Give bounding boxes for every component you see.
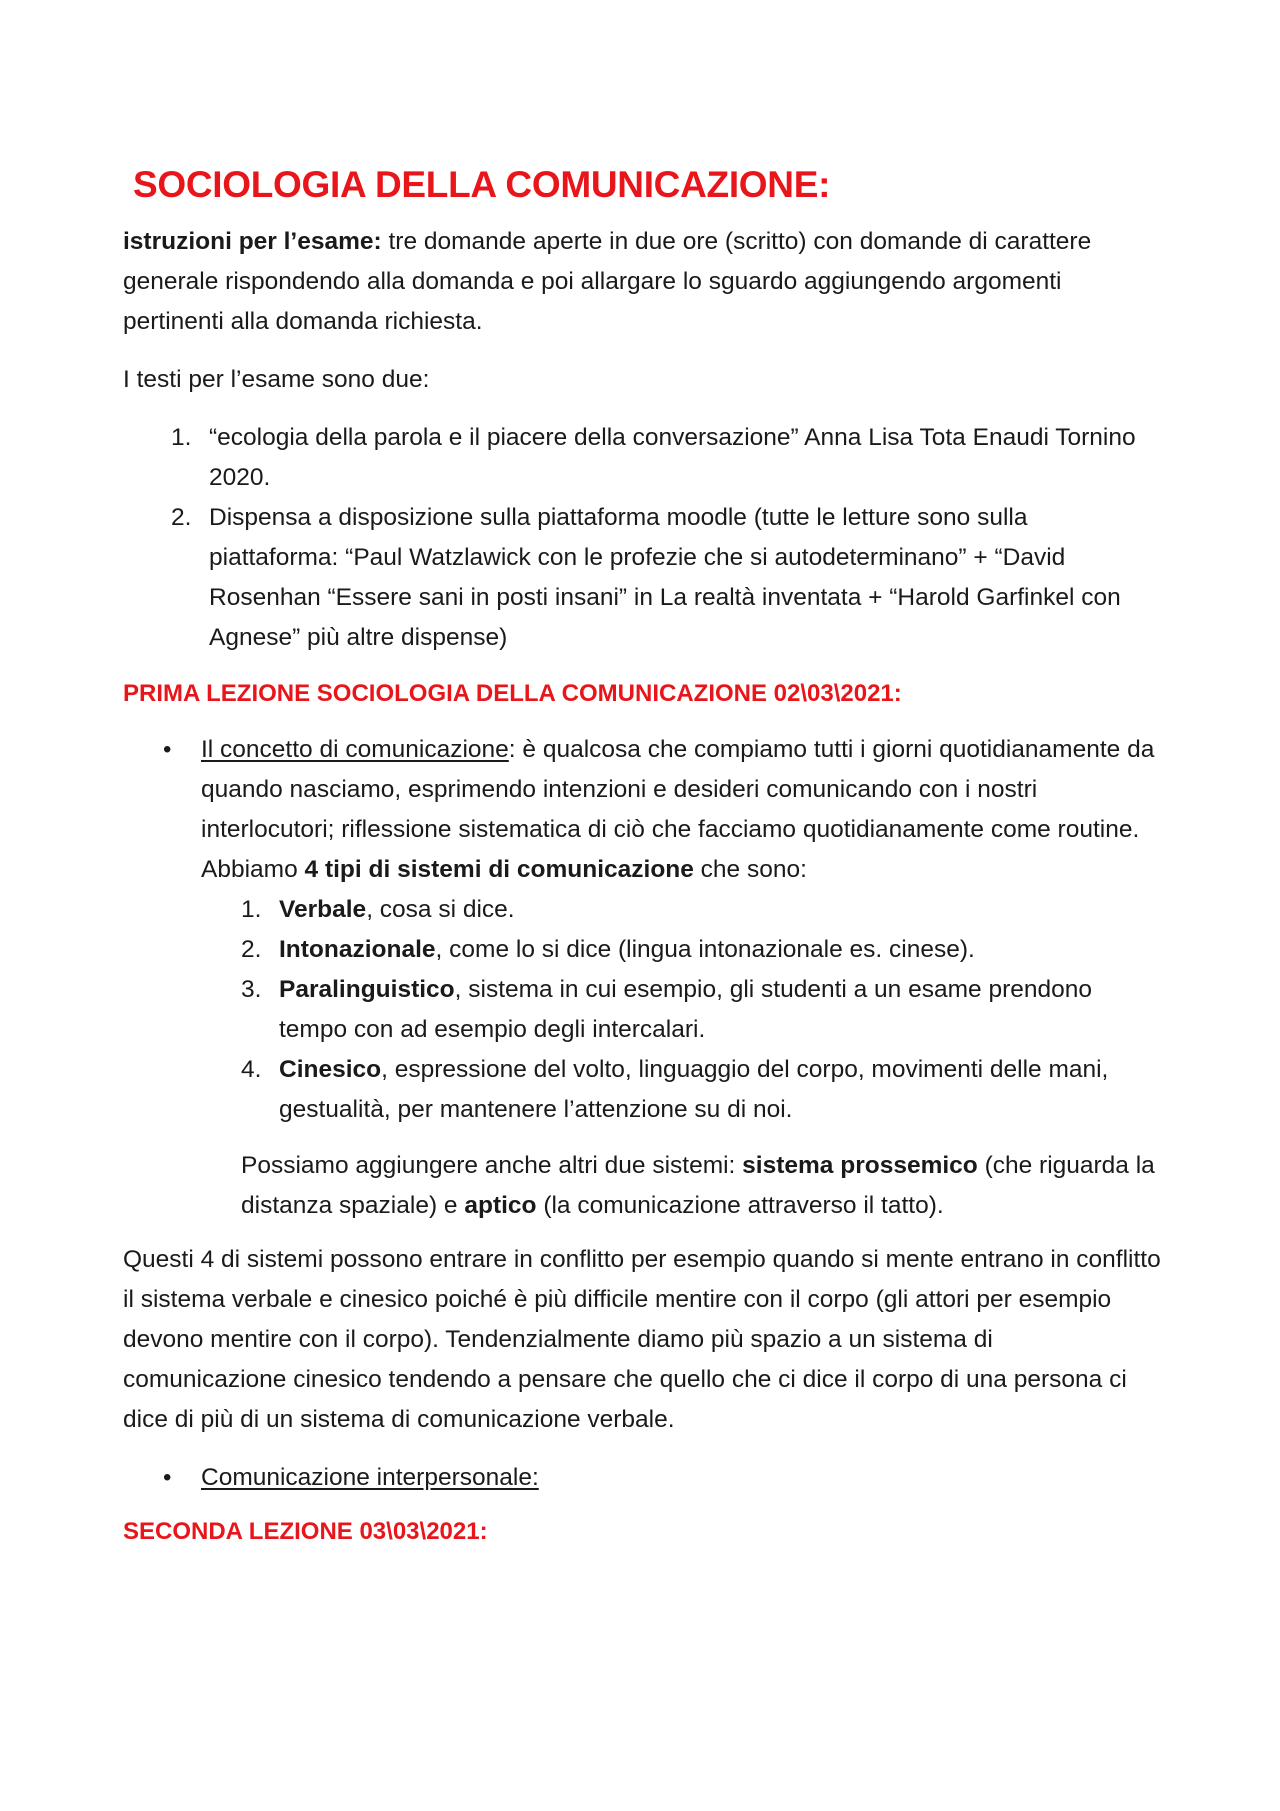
- list-number: 2.: [241, 936, 262, 963]
- list-number: 1.: [171, 424, 192, 451]
- texts-list: [123, 418, 1163, 658]
- concept-label: Il concetto di comunicazione: [201, 736, 509, 763]
- system-desc: , sistema in cui esempio, gli studenti a un esame prendono tempo con ad esempio degli intercalari.: [279, 976, 1092, 1043]
- systems-intro-pre: Abbiamo: [201, 856, 305, 883]
- system-desc: , come lo si dice (lingua intonazionale es. cinese).: [435, 936, 975, 963]
- list-item: [123, 418, 1163, 498]
- list-number: 4.: [241, 1056, 262, 1083]
- lesson2-heading: SECONDA LEZIONE 03\03\2021:: [123, 1518, 488, 1545]
- document-title: SOCIOLOGIA DELLA COMUNICAZIONE:: [133, 164, 831, 205]
- exam-instructions-paragraph: [123, 222, 1163, 342]
- interpersonal-bullet-list: [123, 1458, 1163, 1498]
- exam-instructions-text: tre domande aperte in due ore (scritto) con domande di carattere generale rispondendo alla domanda e poi allargare lo sguardo aggiungendo argomenti pertinenti alla domanda richiesta.: [123, 228, 1092, 335]
- interpersonal-label: Comunicazione interpersonale:: [201, 1464, 539, 1491]
- interpersonal-bullet-item: [123, 1458, 1163, 1498]
- lesson1-bullet-list: [123, 730, 1163, 1226]
- lesson1-heading: PRIMA LEZIONE SOCIOLOGIA DELLA COMUNICAZIONE 02\03\2021:: [123, 680, 902, 707]
- list-item-text: Dispensa a disposizione sulla piattaforma moodle (tutte le letture sono sulla piattaforma: “Paul Watzlawick con le profezie che si autodeterminano” + “David Rosenhan “Essere sani in posti insani” in La realtà inventata + “Harold Garfinkel con Agnese” più altre dispense): [209, 504, 1121, 651]
- list-number: 2.: [171, 504, 192, 531]
- extra-mid: (che riguarda la distanza spaziale) e: [241, 1152, 1155, 1219]
- systems-intro: [201, 850, 1163, 890]
- system-name: Intonazionale: [279, 936, 436, 963]
- list-number: 1.: [241, 896, 262, 923]
- list-item-text: “ecologia della parola e il piacere della conversazione” Anna Lisa Tota Enaudi Tornino 2020.: [209, 424, 1136, 491]
- list-item: [201, 1050, 1163, 1130]
- list-item: [201, 890, 1163, 930]
- extra-systems-paragraph: [201, 1146, 1163, 1226]
- concept-bullet-item: [123, 730, 1163, 1226]
- concept-paragraph: [201, 736, 1154, 843]
- systems-intro-post: che sono:: [693, 856, 807, 883]
- systems-intro-bold: 4 tipi di sistemi di comunicazione: [304, 856, 694, 883]
- systems-list: [201, 890, 1163, 1130]
- system-name: Paralinguistico: [279, 976, 455, 1003]
- system-name: Verbale: [279, 896, 367, 923]
- list-number: 3.: [241, 976, 262, 1003]
- system-name: Cinesico: [279, 1056, 382, 1083]
- list-item: [201, 930, 1163, 970]
- conflict-paragraph: Questi 4 di sistemi possono entrare in conflitto per esempio quando si mente entrano in conflitto il sistema verbale e cinesico poiché è più difficile mentire con il corpo (gli attori per esempio devono mentire con il corpo). Tendenzialmente diamo più spazio a un sistema di comunicazione cinesico tendendo a pensare che quello che ci dice il corpo di una persona ci dice di più di un sistema di comunicazione verbale.: [123, 1246, 1161, 1433]
- list-item: [201, 970, 1163, 1050]
- bullet-icon: •: [163, 736, 172, 763]
- system-desc: , cosa si dice.: [366, 896, 515, 923]
- concept-text: : è qualcosa che compiamo tutti i giorni quotidianamente da quando nasciamo, esprimendo intenzioni e desideri comunicando con i nostri interlocutori; riflessione sistematica di ciò che facciamo quotidianamente come routine.: [201, 736, 1155, 843]
- system-desc: , espressione del volto, linguaggio del corpo, movimenti delle mani, gestualità, per mantenere l’attenzione su di noi.: [279, 1056, 1109, 1123]
- document-content: [123, 160, 1163, 1568]
- list-item: [123, 498, 1163, 658]
- extra-post: (la comunicazione attraverso il tatto).: [536, 1192, 944, 1219]
- exam-instructions-label: istruzioni per l’esame:: [123, 228, 382, 255]
- bullet-icon: •: [163, 1464, 172, 1491]
- extra-pre: Possiamo aggiungere anche altri due sistemi:: [241, 1152, 743, 1179]
- texts-intro: I testi per l’esame sono due:: [123, 366, 430, 393]
- extra-bold-aptico: aptico: [464, 1192, 537, 1219]
- extra-bold-prossemico: sistema prossemico: [742, 1152, 978, 1179]
